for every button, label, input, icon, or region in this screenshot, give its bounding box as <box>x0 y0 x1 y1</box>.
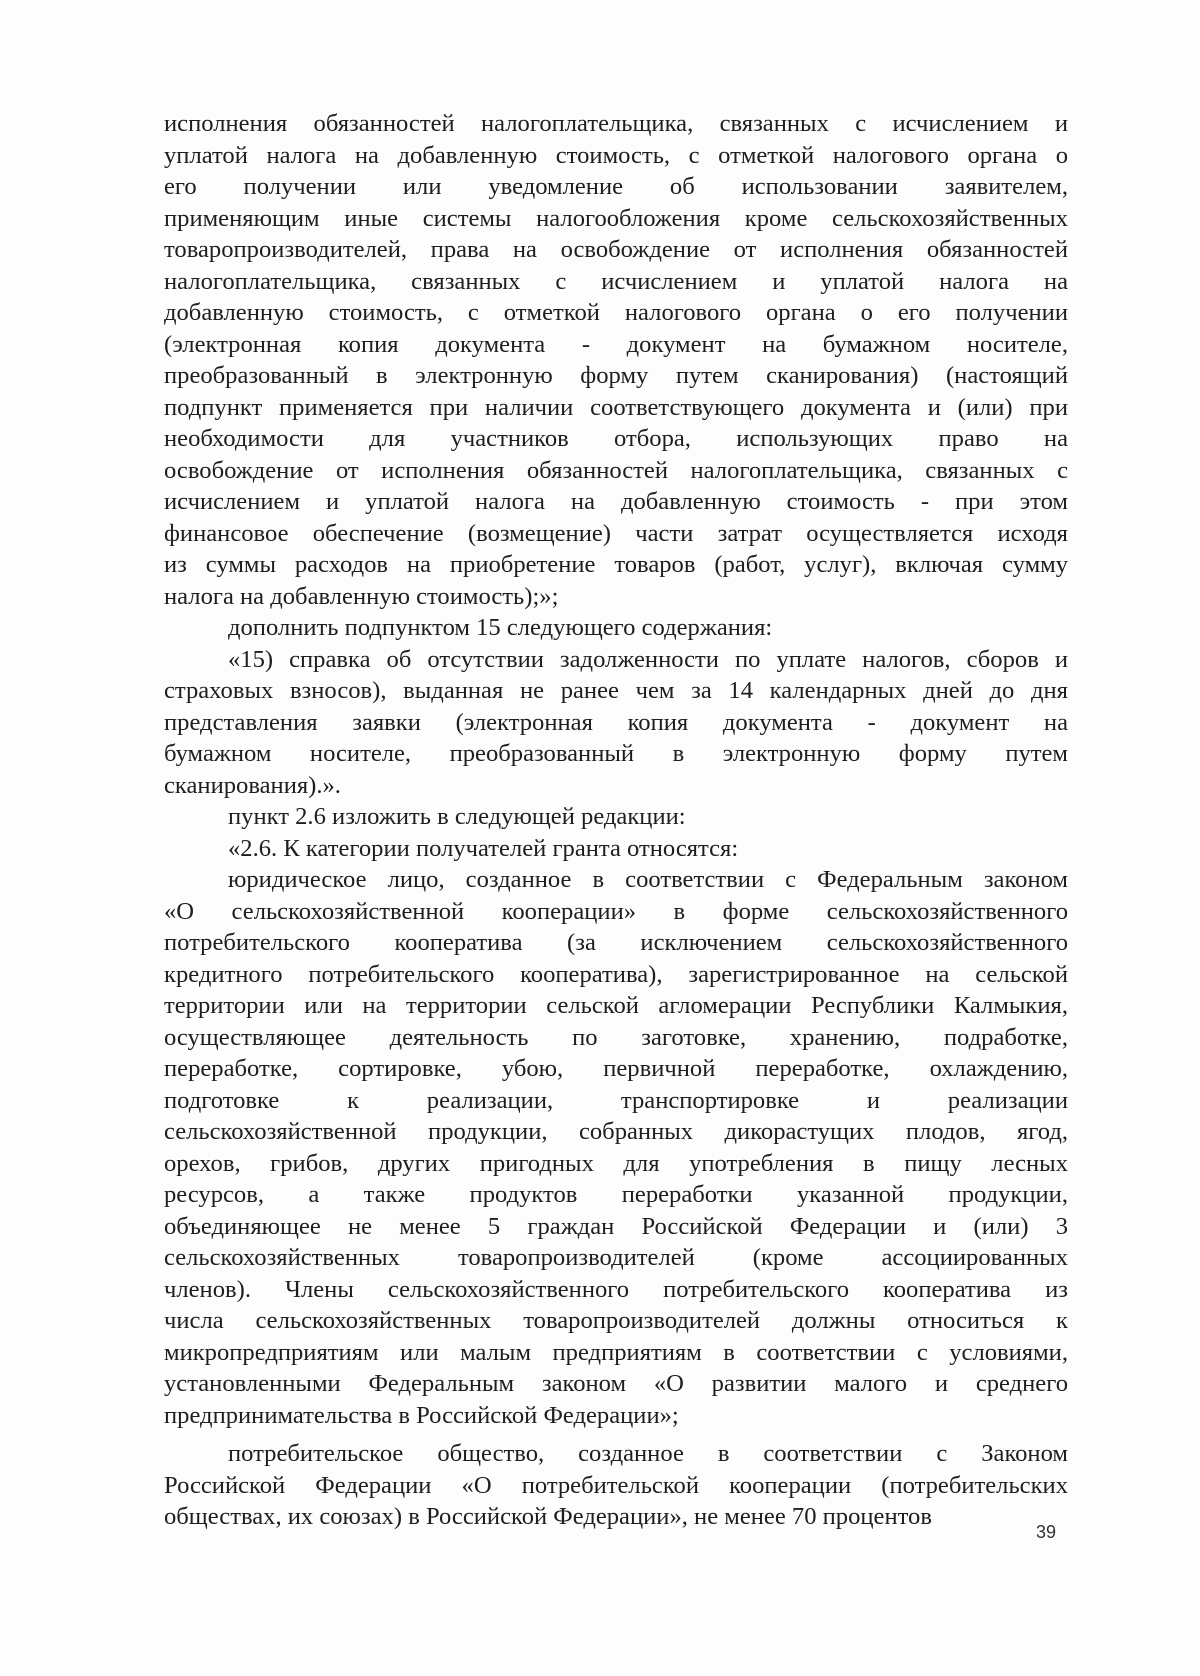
text-line: территории или на территории сельской агломерации Республики Калмыкия, <box>164 992 1068 1019</box>
text-line: «15) справка об отсутствии задолженности по уплате налогов, сборов и <box>228 645 1068 673</box>
text-line: дополнить подпунктом 15 следующего содержания: <box>228 614 773 641</box>
text-line: преобразованный в электронную форму путем сканирования) (настоящий <box>164 362 1068 389</box>
text-line: объединяющее не менее 5 граждан Российской Федерации и (или) 3 <box>164 1212 1068 1240</box>
text-line: переработке, сортировке, убою, первичной переработке, охлаждению, <box>164 1055 1068 1082</box>
text-line: потребительское общество, созданное в соответствии с Законом <box>228 1440 1068 1467</box>
text-line: финансовое обеспечение (возмещение) части затрат осуществляется исходя <box>164 519 1068 547</box>
text-line: подпункт применяется при наличии соответствующего документа и (или) при <box>164 393 1068 421</box>
text-line: орехов, грибов, других пригодных для употребления в пищу лесных <box>164 1149 1068 1177</box>
text-line: из суммы расходов на приобретение товаров (работ, услуг), включая сумму <box>164 551 1068 578</box>
text-line: членов). Члены сельскохозяйственного потребительского кооператива из <box>164 1275 1068 1303</box>
text-line: товаропроизводителей, права на освобождение от исполнения обязанностей <box>164 236 1068 263</box>
text-line: сельскохозяйственной продукции, собранных дикорастущих плодов, ягод, <box>164 1118 1068 1145</box>
text-line: его получении или уведомление об использовании заявителем, <box>164 173 1068 200</box>
text-line: сельскохозяйственных товаропроизводителей (кроме ассоциированных <box>164 1244 1068 1271</box>
text-line: «2.6. К категории получателей гранта относятся: <box>228 834 739 862</box>
text-line: уплатой налога на добавленную стоимость, с отметкой налогового органа о <box>164 141 1068 169</box>
document-body <box>164 108 1068 1533</box>
text-line: установленными Федеральным законом «О развитии малого и среднего <box>164 1370 1068 1397</box>
text-line: налога на добавленную стоимость);»; <box>164 582 559 610</box>
text-line: необходимости для участников отбора, использующих право на <box>164 425 1068 452</box>
text-line: представления заявки (электронная копия документа - документ на <box>164 708 1068 736</box>
text-line: микропредприятиям или малым предприятиям в соответствии с условиями, <box>164 1338 1068 1366</box>
text-line: «О сельскохозяйственной кооперации» в форме сельскохозяйственного <box>164 897 1068 925</box>
text-line: подготовке к реализации, транспортировке и реализации <box>164 1086 1068 1114</box>
text-line: (электронная копия документа - документ на бумажном носителе, <box>164 330 1068 358</box>
text-line: осуществляющее деятельность по заготовке, хранению, подработке, <box>164 1023 1068 1051</box>
text-line: страховых взносов), выданная не ранее чем за 14 календарных дней до дня <box>164 677 1068 704</box>
text-line: пункт 2.6 изложить в следующей редакции: <box>228 803 686 830</box>
text-line: числа сельскохозяйственных товаропроизводителей должны относиться к <box>164 1307 1068 1334</box>
text-line: применяющим иные системы налогообложения кроме сельскохозяйственных <box>164 204 1068 232</box>
text-line: бумажном носителе, преобразованный в электронную форму путем <box>164 740 1068 767</box>
text-line: исполнения обязанностей налогоплательщика, связанных с исчислением и <box>164 110 1068 137</box>
text-line: ресурсов, а также продуктов переработки указанной продукции, <box>164 1181 1068 1208</box>
text-line: потребительского кооператива (за исключением сельскохозяйственного <box>164 929 1068 956</box>
text-line: исчислением и уплатой налога на добавленную стоимость - при этом <box>164 488 1068 515</box>
text-line: обществах, их союзах) в Российской Федерации», не менее 70 процентов <box>164 1503 932 1530</box>
text-line: кредитного потребительского кооператива), зарегистрированное на сельской <box>164 960 1068 988</box>
text-line: Российской Федерации «О потребительской кооперации (потребительских <box>164 1471 1068 1499</box>
text-line: сканирования).». <box>164 771 341 799</box>
text-line: добавленную стоимость, с отметкой налогового органа о его получении <box>164 299 1068 326</box>
text-line: освобождение от исполнения обязанностей налогоплательщика, связанных с <box>164 456 1068 484</box>
page-number: 39 <box>1036 1522 1057 1542</box>
text-line: предпринимательства в Российской Федерации»; <box>164 1401 679 1429</box>
text-line: юридическое лицо, созданное в соответствии с Федеральным законом <box>228 866 1068 893</box>
text-line: налогоплательщика, связанных с исчислением и уплатой налога на <box>164 267 1068 295</box>
